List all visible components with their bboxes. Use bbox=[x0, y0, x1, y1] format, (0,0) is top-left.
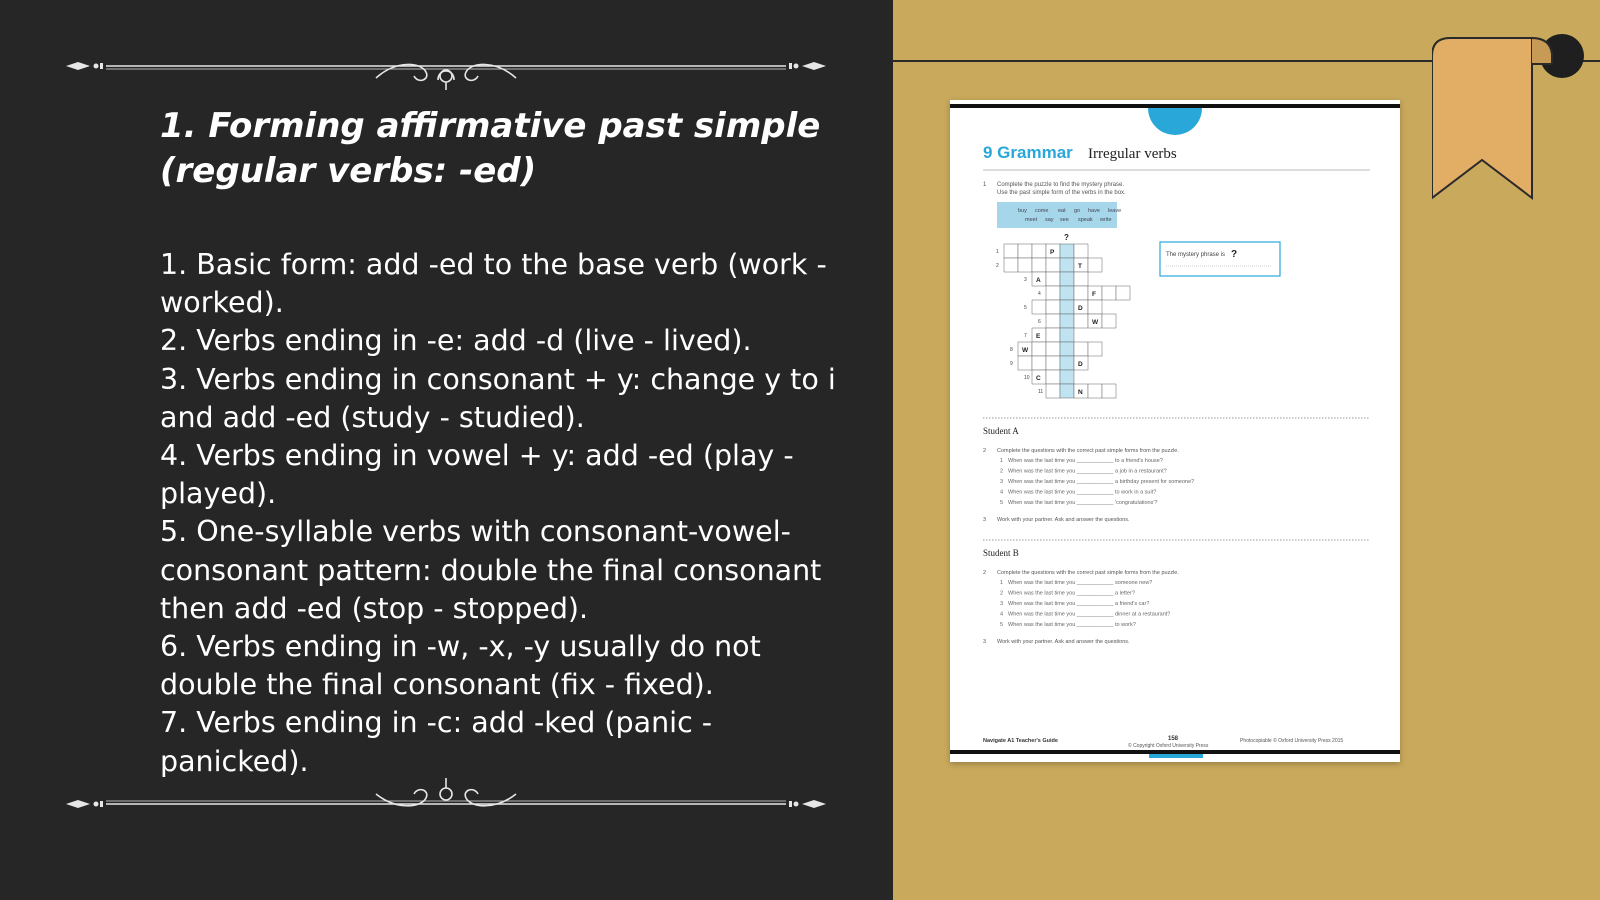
svg-text:?: ? bbox=[1064, 233, 1069, 242]
footer-left: Navigate A1 Teacher's Guide bbox=[983, 738, 1058, 744]
mystery-label: The mystery phrase is bbox=[1166, 252, 1226, 258]
svg-text:3: 3 bbox=[983, 517, 987, 523]
svg-text:Complete the questions with th: Complete the questions with the correct past simple forms from the puzzle. bbox=[997, 448, 1179, 454]
question-line: When was the last time you ____________ a letter? bbox=[1008, 590, 1135, 597]
svg-text:4: 4 bbox=[1000, 611, 1004, 618]
svg-text:say: say bbox=[1045, 217, 1054, 223]
worksheet-unit: 9 Grammar bbox=[983, 143, 1073, 162]
svg-text:D: D bbox=[1078, 361, 1083, 368]
svg-text:5: 5 bbox=[1000, 622, 1004, 628]
svg-text:have: have bbox=[1088, 208, 1100, 214]
question-line: When was the last time you ____________ a job in a restaurant? bbox=[1008, 468, 1167, 475]
svg-text:4: 4 bbox=[1038, 291, 1041, 297]
svg-text:1: 1 bbox=[1000, 458, 1004, 464]
svg-text:8: 8 bbox=[1010, 347, 1013, 353]
svg-text:6: 6 bbox=[1038, 319, 1041, 325]
svg-text:2: 2 bbox=[1000, 468, 1004, 475]
svg-text:1: 1 bbox=[996, 249, 999, 255]
svg-text:eat: eat bbox=[1058, 208, 1066, 214]
footer-right: Photocopiable © Oxford University Press 2015 bbox=[1240, 738, 1344, 744]
svg-text:F: F bbox=[1092, 291, 1096, 298]
svg-text:go: go bbox=[1074, 208, 1081, 214]
slide-title: 1. Forming affirmative past simple (regular verbs: -ed) bbox=[160, 106, 821, 191]
svg-text:3: 3 bbox=[1000, 601, 1004, 607]
list-item: 6. Verbs ending in -w, -x, -y usually do not double the final consonant (fix - fixed). bbox=[160, 630, 761, 702]
list-item: 3. Verbs ending in consonant + y: change y to i and add -ed (study - studied). bbox=[160, 362, 836, 434]
question-line: When was the last time you ____________ dinner at a restaurant? bbox=[1008, 611, 1171, 618]
svg-text:4: 4 bbox=[1000, 489, 1004, 496]
list-item: 2. Verbs ending in -e: add -d (live - lived). bbox=[160, 324, 752, 358]
svg-text:1: 1 bbox=[983, 182, 987, 188]
question-line: When was the last time you ____________ to a friend's house? bbox=[1008, 458, 1163, 464]
svg-text:1: 1 bbox=[1000, 580, 1004, 586]
worksheet-intro-2: Use the past simple form of the verbs in the box. bbox=[997, 190, 1126, 196]
question-line: When was the last time you ____________ to work? bbox=[1008, 622, 1136, 628]
crossword-puzzle bbox=[996, 233, 1130, 398]
svg-text:buy: buy bbox=[1018, 208, 1027, 214]
svg-text:2: 2 bbox=[983, 570, 987, 576]
svg-text:leave: leave bbox=[1108, 208, 1122, 214]
worksheet-intro-1: Complete the puzzle to find the mystery phrase. bbox=[997, 182, 1125, 188]
svg-text:W: W bbox=[1092, 319, 1099, 326]
ornamental-divider-bottom bbox=[66, 776, 826, 816]
question-line: When was the last time you ____________ a birthday present for someone? bbox=[1008, 479, 1195, 485]
svg-text:write: write bbox=[1100, 217, 1112, 223]
question-line: When was the last time you ____________ to work in a suit? bbox=[1008, 489, 1157, 496]
list-item: 7. Verbs ending in -c: add -ked (panic - panicked). bbox=[160, 706, 713, 778]
list-item: 4. Verbs ending in vowel + y: add -ed (play - played). bbox=[160, 439, 794, 511]
svg-text:5: 5 bbox=[1024, 305, 1027, 311]
svg-text:2: 2 bbox=[983, 448, 987, 454]
svg-text:Work with your partner. Ask an: Work with your partner. Ask and answer the questions. bbox=[997, 517, 1130, 523]
question-line: When was the last time you ____________ someone new? bbox=[1008, 580, 1153, 586]
worksheet-image bbox=[950, 100, 1400, 762]
svg-text:3: 3 bbox=[1024, 277, 1027, 283]
svg-text:3: 3 bbox=[983, 639, 987, 645]
svg-text:T: T bbox=[1078, 263, 1082, 270]
svg-text:11: 11 bbox=[1038, 389, 1044, 395]
question-line: When was the last time you ____________ a friend's car? bbox=[1008, 601, 1150, 607]
svg-text:C: C bbox=[1036, 375, 1041, 382]
list-item: 5. One-syllable verbs with consonant-vowel-consonant pattern: double the final consonant then add -ed (stop - stopped). bbox=[160, 515, 822, 625]
svg-text:9: 9 bbox=[1010, 361, 1013, 367]
bookmark-icon bbox=[1432, 34, 1587, 204]
svg-text:D: D bbox=[1078, 305, 1083, 312]
svg-text:7: 7 bbox=[1024, 333, 1027, 339]
svg-text:2: 2 bbox=[1000, 590, 1004, 597]
svg-text:Complete the questions with th: Complete the questions with the correct past simple forms from the puzzle. bbox=[997, 570, 1179, 576]
svg-text:Work with your partner. Ask an: Work with your partner. Ask and answer the questions. bbox=[997, 639, 1130, 645]
svg-text:W: W bbox=[1022, 347, 1029, 354]
footer-center: © Copyright Oxford University Press bbox=[1128, 743, 1209, 749]
svg-text:?: ? bbox=[1231, 249, 1238, 260]
ornamental-divider-top bbox=[66, 50, 826, 90]
svg-text:N: N bbox=[1078, 389, 1083, 396]
svg-text:see: see bbox=[1060, 217, 1069, 223]
svg-text:E: E bbox=[1036, 333, 1041, 340]
footer-page: 158 bbox=[1168, 736, 1179, 742]
question-line: When was the last time you ____________ 'congratulations'? bbox=[1008, 500, 1158, 506]
student-b-title: Student B bbox=[983, 548, 1019, 558]
svg-text:10: 10 bbox=[1024, 375, 1030, 381]
rules-list bbox=[160, 246, 850, 781]
worksheet-heading: Irregular verbs bbox=[1088, 146, 1177, 162]
list-item: 1. Basic form: add -ed to the base verb (work - worked). bbox=[160, 248, 827, 320]
svg-text:A: A bbox=[1036, 277, 1041, 284]
svg-text:5: 5 bbox=[1000, 500, 1004, 506]
svg-text:speak: speak bbox=[1078, 217, 1093, 223]
svg-text:P: P bbox=[1050, 249, 1055, 256]
svg-text:2: 2 bbox=[996, 263, 999, 269]
student-a-title: Student A bbox=[983, 426, 1019, 436]
svg-text:3: 3 bbox=[1000, 479, 1004, 485]
svg-text:come: come bbox=[1035, 208, 1049, 214]
svg-text:meet: meet bbox=[1025, 217, 1038, 223]
